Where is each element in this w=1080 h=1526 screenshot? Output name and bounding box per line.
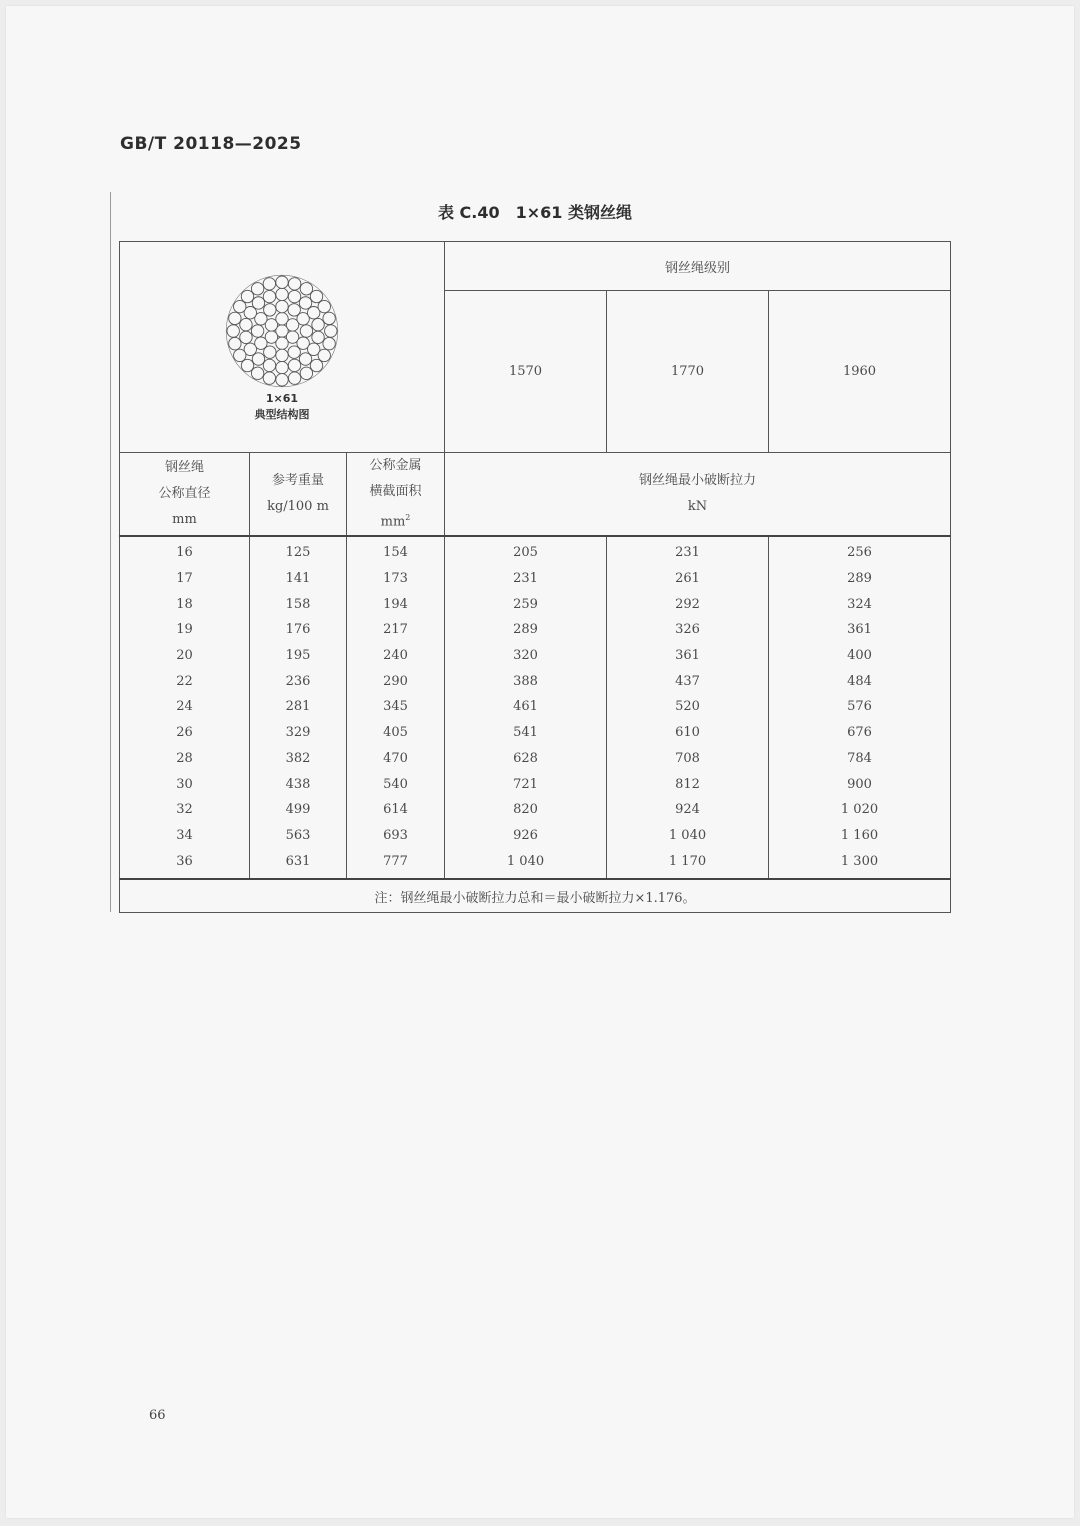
table-cell: 329 xyxy=(285,725,311,741)
table-cell: 541 xyxy=(513,725,538,741)
table-cell: 900 xyxy=(847,776,872,792)
table-cell: 281 xyxy=(285,699,311,715)
table-cell: 292 xyxy=(675,596,700,612)
wire-strand xyxy=(276,349,288,361)
grade-header: 钢丝绳级别 xyxy=(445,242,951,291)
wire-strand xyxy=(288,346,300,358)
wire-strand xyxy=(263,372,275,384)
wire-strand xyxy=(252,297,264,309)
force-1960-column xyxy=(769,536,951,879)
table-cell: 290 xyxy=(383,673,408,689)
area-header-line2: 横截面积 xyxy=(369,484,422,499)
table-cell: 777 xyxy=(383,853,408,869)
table-cell: 924 xyxy=(675,802,700,818)
table-cell: 176 xyxy=(285,622,311,638)
table-cell: 320 xyxy=(513,648,538,664)
table-cell: 721 xyxy=(513,776,538,792)
grade-1570: 1570 xyxy=(445,291,607,453)
wire-strand xyxy=(310,290,322,302)
margin-rule xyxy=(110,192,111,912)
table-cell: 926 xyxy=(513,827,538,843)
table-cell: 708 xyxy=(675,750,700,766)
wire-strand xyxy=(276,276,288,288)
table-cell: 484 xyxy=(847,673,872,689)
force-unit: kN xyxy=(687,499,708,515)
wire-strand xyxy=(312,331,324,343)
wire-strand xyxy=(241,359,253,371)
table-cell: 628 xyxy=(513,750,538,766)
wire-strand xyxy=(288,359,300,371)
table-cell: 28 xyxy=(176,750,193,766)
table-cell: 324 xyxy=(847,596,872,612)
table-cell: 259 xyxy=(513,596,538,612)
wire-strand xyxy=(251,325,263,337)
table-cell: 36 xyxy=(176,853,193,869)
table-cell: 194 xyxy=(383,596,408,612)
table-note: 注：钢丝绳最小破断拉力总和＝最小破断拉力×1.176。 xyxy=(120,879,951,913)
table-cell: 261 xyxy=(675,571,700,587)
table-cell: 400 xyxy=(847,648,872,664)
table-cell: 22 xyxy=(176,673,193,689)
table-cell: 438 xyxy=(285,776,311,792)
table-cell: 141 xyxy=(285,571,311,587)
table-cell: 693 xyxy=(383,827,408,843)
area-header xyxy=(347,453,445,537)
table-cell: 30 xyxy=(176,776,193,792)
diameter-header-line2: 公称直径 xyxy=(158,486,211,502)
wire-strand xyxy=(300,283,312,295)
table-cell: 289 xyxy=(847,571,872,587)
weight-header xyxy=(250,453,347,537)
table-cell: 437 xyxy=(675,673,700,689)
rope-cross-section-diagram xyxy=(222,271,342,391)
table-cell: 1 300 xyxy=(840,853,879,869)
wire-strand xyxy=(312,318,324,330)
table-cell: 361 xyxy=(847,622,872,638)
wire-rope-table xyxy=(119,241,951,913)
wire-strand xyxy=(288,278,300,290)
table-cell: 231 xyxy=(675,545,700,561)
table-cell: 614 xyxy=(383,802,408,818)
table-cell: 17 xyxy=(176,571,193,587)
table-cell: 1 020 xyxy=(840,802,879,818)
wire-strand xyxy=(300,367,312,379)
table-cell: 382 xyxy=(285,750,311,766)
wire-strand xyxy=(251,283,263,295)
table-cell: 812 xyxy=(675,776,700,792)
table-cell: 125 xyxy=(285,545,311,561)
wire-strand xyxy=(325,325,337,337)
wire-strand xyxy=(240,331,252,343)
standard-code: GB/T 20118—2025 xyxy=(120,134,302,154)
wire-strand xyxy=(276,300,288,312)
table-cell: 26 xyxy=(176,725,193,741)
wire-strand xyxy=(323,312,335,324)
table-cell: 1 040 xyxy=(506,853,545,869)
table-cell: 610 xyxy=(675,725,700,741)
wire-strand xyxy=(300,325,312,337)
table-cell: 173 xyxy=(383,571,408,587)
weight-header-line1: 参考重量 xyxy=(271,473,324,489)
table-cell: 34 xyxy=(176,827,193,843)
weight-unit: kg/100 m xyxy=(267,499,329,515)
table-cell: 32 xyxy=(176,802,193,818)
wire-strand xyxy=(227,325,239,337)
wire-strand xyxy=(263,278,275,290)
area-header-line1: 公称金属 xyxy=(369,458,422,473)
wire-strand xyxy=(318,349,330,361)
wire-strand xyxy=(288,372,300,384)
wire-strand xyxy=(263,290,275,302)
wire-strand xyxy=(241,290,253,302)
table-cell: 784 xyxy=(847,750,872,766)
grade-1960: 1960 xyxy=(769,291,951,453)
area-unit-sup: 2 xyxy=(405,513,411,522)
grade-1770: 1770 xyxy=(607,291,769,453)
table-title: 表 C.40 1×61 类钢丝绳 xyxy=(437,203,633,222)
table-cell: 388 xyxy=(513,673,538,689)
table-cell: 461 xyxy=(513,699,538,715)
area-unit: mm xyxy=(380,514,406,530)
diagram-caption-type: 1×61 xyxy=(265,392,299,405)
structure-diagram-cell xyxy=(120,242,445,453)
wire-strand xyxy=(234,300,246,312)
table-cell: 540 xyxy=(383,776,408,792)
wire-strand xyxy=(229,337,241,349)
table-cell: 205 xyxy=(513,545,538,561)
table-cell: 1 160 xyxy=(840,827,879,843)
table-cell: 1 040 xyxy=(668,827,707,843)
table-cell: 405 xyxy=(383,725,408,741)
table-cell: 231 xyxy=(513,571,538,587)
diameter-unit: mm xyxy=(172,512,197,528)
area-column xyxy=(347,536,445,879)
area-unit-wrap xyxy=(347,505,444,535)
wire-strand xyxy=(240,318,252,330)
wire-strand xyxy=(251,367,263,379)
force-header-line1: 钢丝绳最小破断拉力 xyxy=(639,473,757,489)
wire-strand xyxy=(263,359,275,371)
table-cell: 563 xyxy=(285,827,311,843)
wire-strand xyxy=(234,349,246,361)
force-header xyxy=(445,453,951,537)
diameter-column xyxy=(120,536,250,879)
table-cell: 256 xyxy=(847,545,872,561)
table-cell: 576 xyxy=(847,699,872,715)
wire-strand xyxy=(288,290,300,302)
table-cell: 470 xyxy=(383,750,408,766)
wire-strand xyxy=(323,337,335,349)
document-page xyxy=(6,6,1074,1518)
table-cell: 631 xyxy=(285,853,311,869)
table-cell: 20 xyxy=(176,648,193,664)
table-cell: 345 xyxy=(383,699,408,715)
wire-strand xyxy=(276,288,288,300)
weight-column xyxy=(250,536,347,879)
table-cell: 520 xyxy=(675,699,700,715)
table-cell: 326 xyxy=(675,622,700,638)
table-cell: 361 xyxy=(675,648,700,664)
wire-strand xyxy=(276,374,288,386)
diameter-header-line1: 钢丝绳 xyxy=(164,460,204,476)
wire-strand xyxy=(264,304,276,316)
table-cell: 236 xyxy=(285,673,311,689)
diameter-header xyxy=(120,453,250,537)
wire-strand xyxy=(318,300,330,312)
table-cell: 676 xyxy=(847,725,872,741)
table-cell: 24 xyxy=(176,699,193,715)
table-cell: 158 xyxy=(285,596,311,612)
table-cell: 217 xyxy=(383,622,408,638)
table-cell: 820 xyxy=(513,802,538,818)
table-cell: 1 170 xyxy=(668,853,707,869)
page-number: 66 xyxy=(149,1408,166,1423)
wire-strand xyxy=(310,359,322,371)
wire-strand xyxy=(229,312,241,324)
force-1770-column xyxy=(607,536,769,879)
table-cell: 16 xyxy=(176,545,193,561)
wire-strand xyxy=(299,353,311,365)
table-cell: 18 xyxy=(176,596,193,612)
wire-strand xyxy=(276,361,288,373)
table-cell: 499 xyxy=(285,802,311,818)
table-cell: 195 xyxy=(285,648,311,664)
force-1570-column xyxy=(445,536,607,879)
diagram-caption-label: 典型结构图 xyxy=(254,408,310,421)
table-cell: 19 xyxy=(176,622,193,638)
table-cell: 154 xyxy=(383,545,408,561)
table-cell: 240 xyxy=(383,648,408,664)
table-cell: 289 xyxy=(513,622,538,638)
